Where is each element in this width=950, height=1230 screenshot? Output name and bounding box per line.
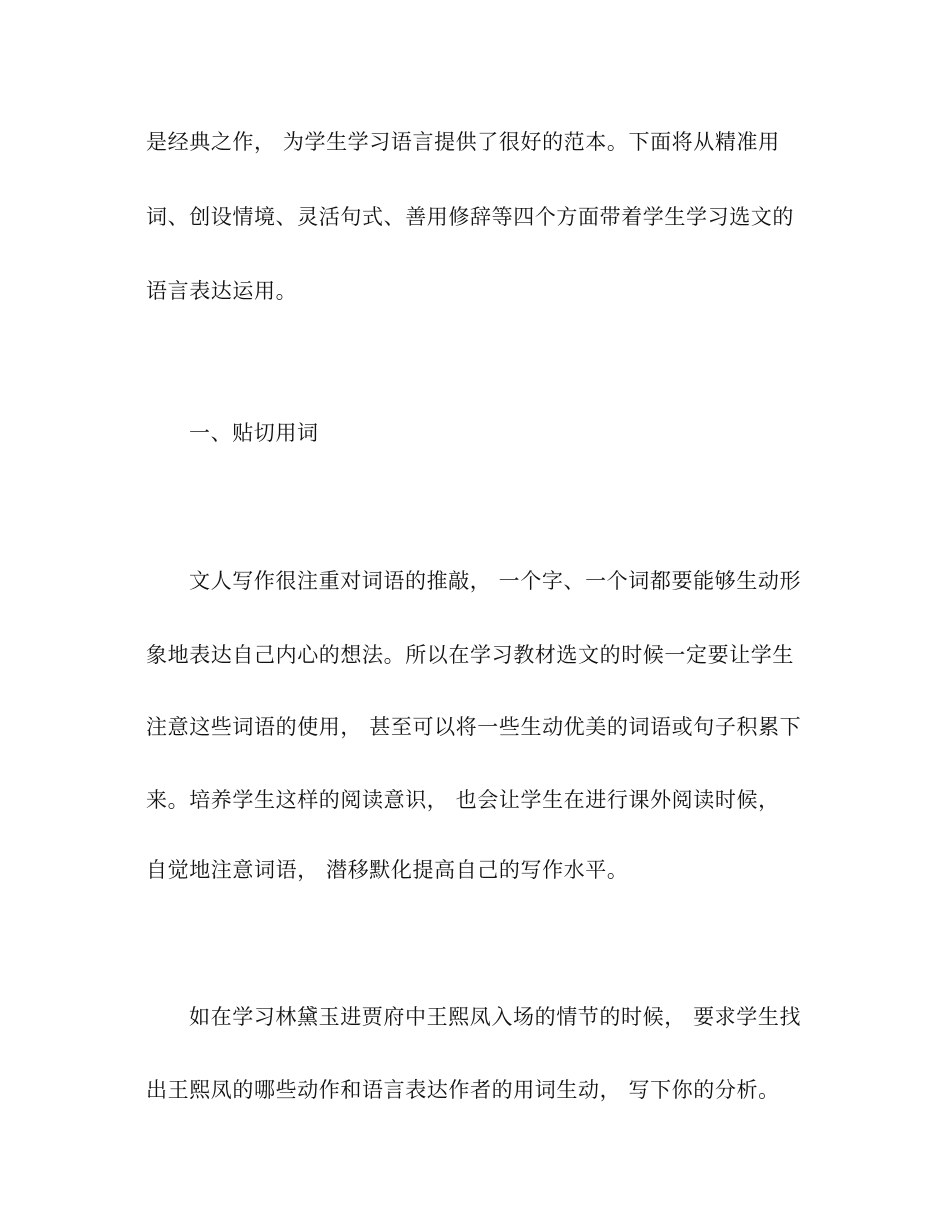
paragraph-1-line-3: 语言表达运用。 [146,279,298,303]
paragraph-2-line-2: 象地表达自己内心的想法。所以在学习教材选文的时候一定要让学生 [146,643,794,667]
paragraph-2-line-1: 文人写作很注重对词语的推敲， 一个字、一个词都要能够生动形 [189,569,802,593]
paragraph-3-line-2: 出王熙凤的哪些动作和语言表达作者的用词生动， 写下你的分析。 [146,1078,780,1102]
paragraph-1-line-2: 词、创设情境、灵活句式、善用修辞等四个方面带着学生学习选文的 [146,205,794,229]
paragraph-2-line-4: 来。培养学生这样的阅读意识， 也会让学生在进行课外阅读时候， [146,788,780,812]
paragraph-3-line-1: 如在学习林黛玉进贾府中王熙凤入场的情节的时候， 要求学生找 [189,1005,802,1029]
paragraph-2-line-3: 注意这些词语的使用， 甚至可以将一些生动优美的词语或句子积累下 [146,715,802,739]
section-heading: 一、贴切用词 [189,421,319,445]
paragraph-1-line-1: 是经典之作， 为学生学习语言提供了很好的范本。下面将从精准用 [146,130,780,154]
paragraph-2-line-5: 自觉地注意词语， 潜移默化提高自己的写作水平。 [146,858,629,882]
